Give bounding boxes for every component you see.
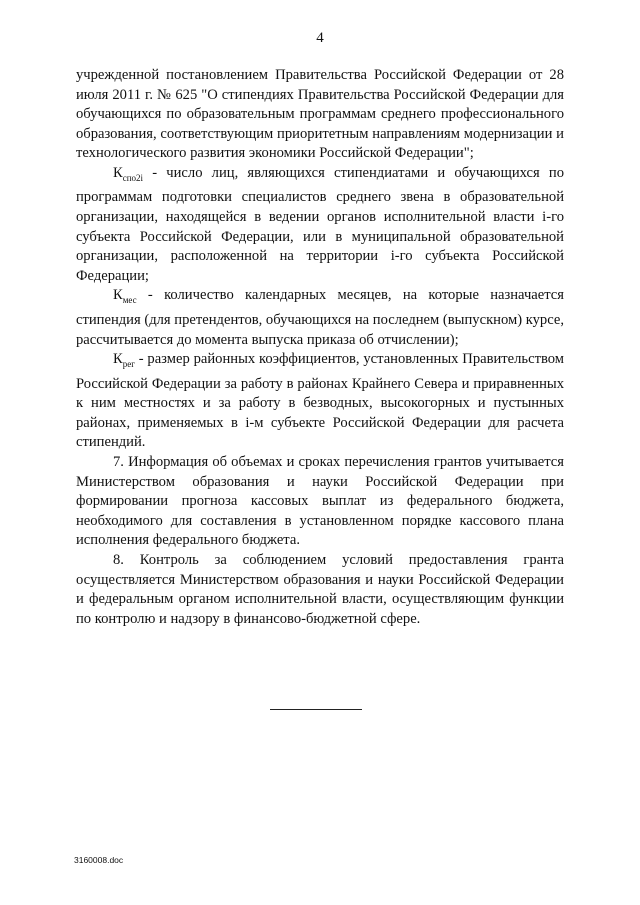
paragraph-item-8: 8. Контроль за соблюдением условий предоставления гранта осуществляется Министерством образования и науки Российской Федерации и федеральным органом исполнительной власти, осуществляющим функции по контролю и надзору в финансово-бюджетной сфере. (76, 551, 564, 627)
paragraph-item-7: 7. Информация об объемах и сроках перечисления грантов учитывается Министерством образования и науки Российской Федерации при формировании прогноза кассовых выплат из федерального бюджета, необходимого для составления в установленном порядке кассового плана исполнения федерального бюджета. (76, 454, 564, 549)
symbol-k: К (113, 351, 123, 368)
document-body (76, 66, 564, 629)
subscript-spo2i: спо2i (122, 172, 144, 183)
end-divider-line (270, 709, 362, 710)
symbol-k: К (113, 287, 123, 304)
paragraph-k-spo (76, 164, 564, 286)
paragraph-continuation: учрежденной постановлением Правительства Российской Федерации от 28 июля 2011 г. № 625 "О стипендиях Правительства Российской Федерации для обучающихся по образовательным программам среднего профессионального образования, соответствующим приоритетным направлениям модернизации и технологического развития экономики Российской Федерации"; (76, 67, 564, 162)
page-number: 4 (316, 30, 324, 46)
paragraph-k-mes (76, 286, 564, 350)
definition-text: - размер районных коэффициентов, установленных Правительством Российской Федерации за работу в районах Крайнего Севера и приравненных к ним местностях и за работу в безводных, высокогорных и пустынных районах, применяемых в i-м субъекте Российской Федерации для расчета стипендий. (76, 351, 564, 451)
definition-text: - число лиц, являющихся стипендиатами и обучающихся по программам подготовки специалистов среднего звена в образовательной организации, находящейся в ведении органов исполнительной власти i-го субъекта Российской Федерации, или в муниципальной образовательной организации, расположенной на территории i-го субъекта Российской Федерации; (76, 164, 564, 284)
definition-text: - количество календарных месяцев, на которые назначается стипендия (для претендентов, обучающихся на последнем (выпускном) курсе, рассчитывается до момента выпуска приказа об отчислении); (76, 287, 564, 348)
symbol-k: К (113, 164, 123, 181)
footer-filename: 3160008.doc (74, 855, 124, 865)
subscript-mes: мес (122, 295, 137, 306)
paragraph-k-reg (76, 350, 564, 453)
subscript-reg: рег (122, 359, 135, 370)
